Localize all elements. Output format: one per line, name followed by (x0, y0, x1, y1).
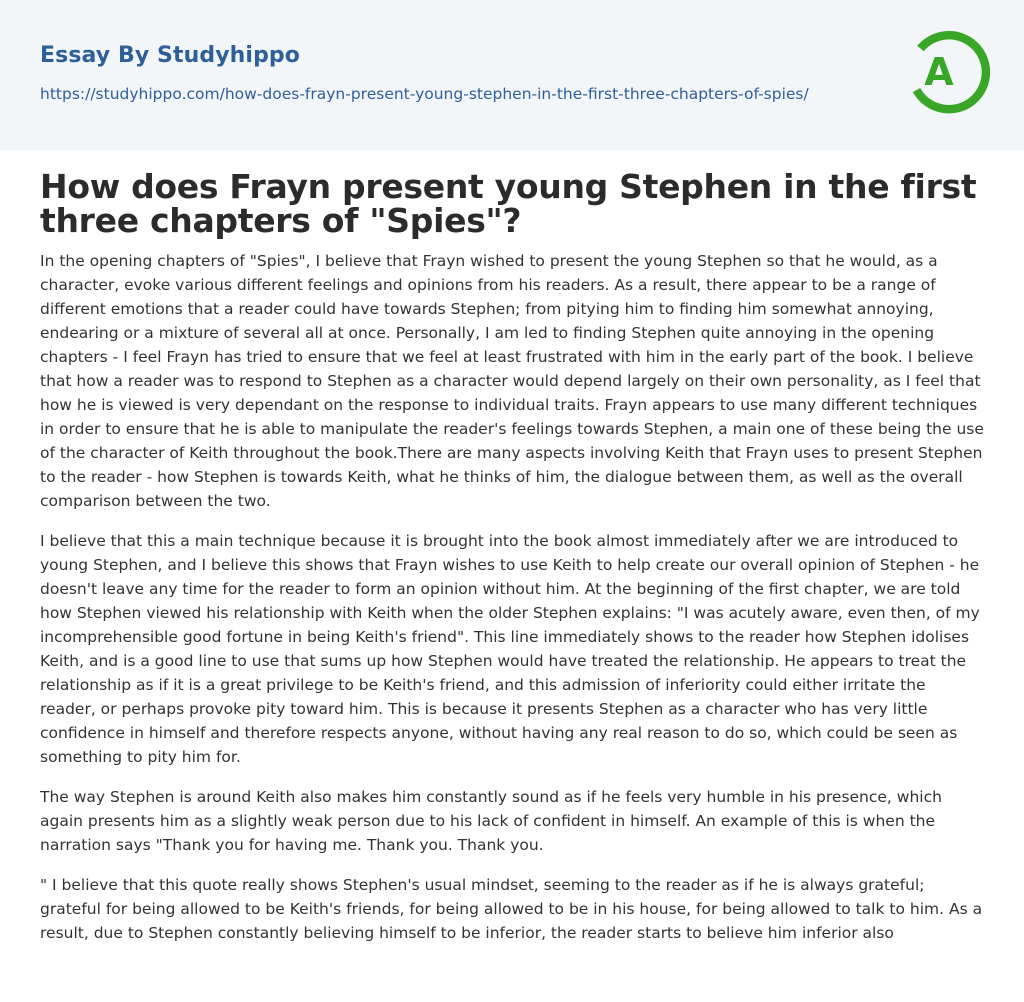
site-header (0, 0, 1024, 150)
studyhippo-logo-icon[interactable] (910, 28, 990, 116)
essay-paragraph: The way Stephen is around Keith also makes him constantly sound as if he feels very humble in his presence, which again presents him as a slightly weak person due to his lack of confident in himself. An example of this is when the narration says "Thank you for having me. Thank you. Thank you. (40, 788, 942, 854)
essay-paragraph: " I believe that this quote really shows Stephen's usual mindset, seeming to the reader as if he is always grateful; grateful for being allowed to be Keith's friends, for being allowed to be in his house, for being allowed to talk to him. As a result, due to Stephen constantly believing himself to be inferior, the reader starts to believe him inferior also (40, 876, 983, 942)
essay-url-link[interactable]: https://studyhippo.com/how-does-frayn-present-young-stephen-in-the-first-three-chapters-of-spies/ (40, 85, 809, 103)
logo-ring-icon (910, 28, 990, 116)
essay-paragraph: In the opening chapters of "Spies", I believe that Frayn wished to present the young Stephen so that he would, as a character, evoke various different feelings and opinions from his readers. As a result, there appear to be a range of different emotions that a reader could have towards Stephen; from pitying him to finding him somewhat annoying, endearing or a mixture of several all at once. Personally, I am led to finding Stephen quite annoying in the opening chapters - I feel Frayn has tried to ensure that we feel at least frustrated with him in the early part of the book. I believe that how a reader was to respond to Stephen as a character would depend largely on their own personality, as I feel that how he is viewed is very dependant on the response to individual traits. Frayn appears to use many different techniques in order to ensure that he is able to manipulate the reader's feelings towards Stephen, a main one of these being the use of the character of Keith throughout the book.There are many aspects involving Keith that Frayn uses to present Stephen to the reader - how Stephen is towards Keith, what he thinks of him, the dialogue between them, as well as the overall comparison between the two. (40, 252, 984, 510)
essay-body (40, 249, 985, 949)
essay-paragraph: I believe that this a main technique because it is brought into the book almost immediately after we are introduced to young Stephen, and I believe this shows that Frayn wishes to use Keith to help create our overall opinion of Stephen - he doesn't leave any time for the reader to form an opinion without him. At the beginning of the first chapter, we are told how Stephen viewed his relationship with Keith when the older Stephen explains: "I was acutely aware, even then, of my incomprehensible good fortune in being Keith's friend". This line immediately shows to the reader how Stephen idolises Keith, and is a good line to use that sums up how Stephen would have treated the relationship. He appears to treat the relationship as if it is a great privilege to be Keith's friend, and this admission of inferiority could either irritate the reader, or perhaps provoke pity toward him. This is because it presents Stephen as a character who has very little confidence in himself and therefore respects anyone, without having any real reason to do so, which could be seen as something to pity him for. (40, 532, 980, 766)
brand-title: Essay By Studyhippo (40, 43, 300, 68)
logo-letter: A (924, 50, 954, 94)
essay-title: How does Frayn present young Stephen in the first three chapters of "Spies"? (40, 167, 977, 240)
